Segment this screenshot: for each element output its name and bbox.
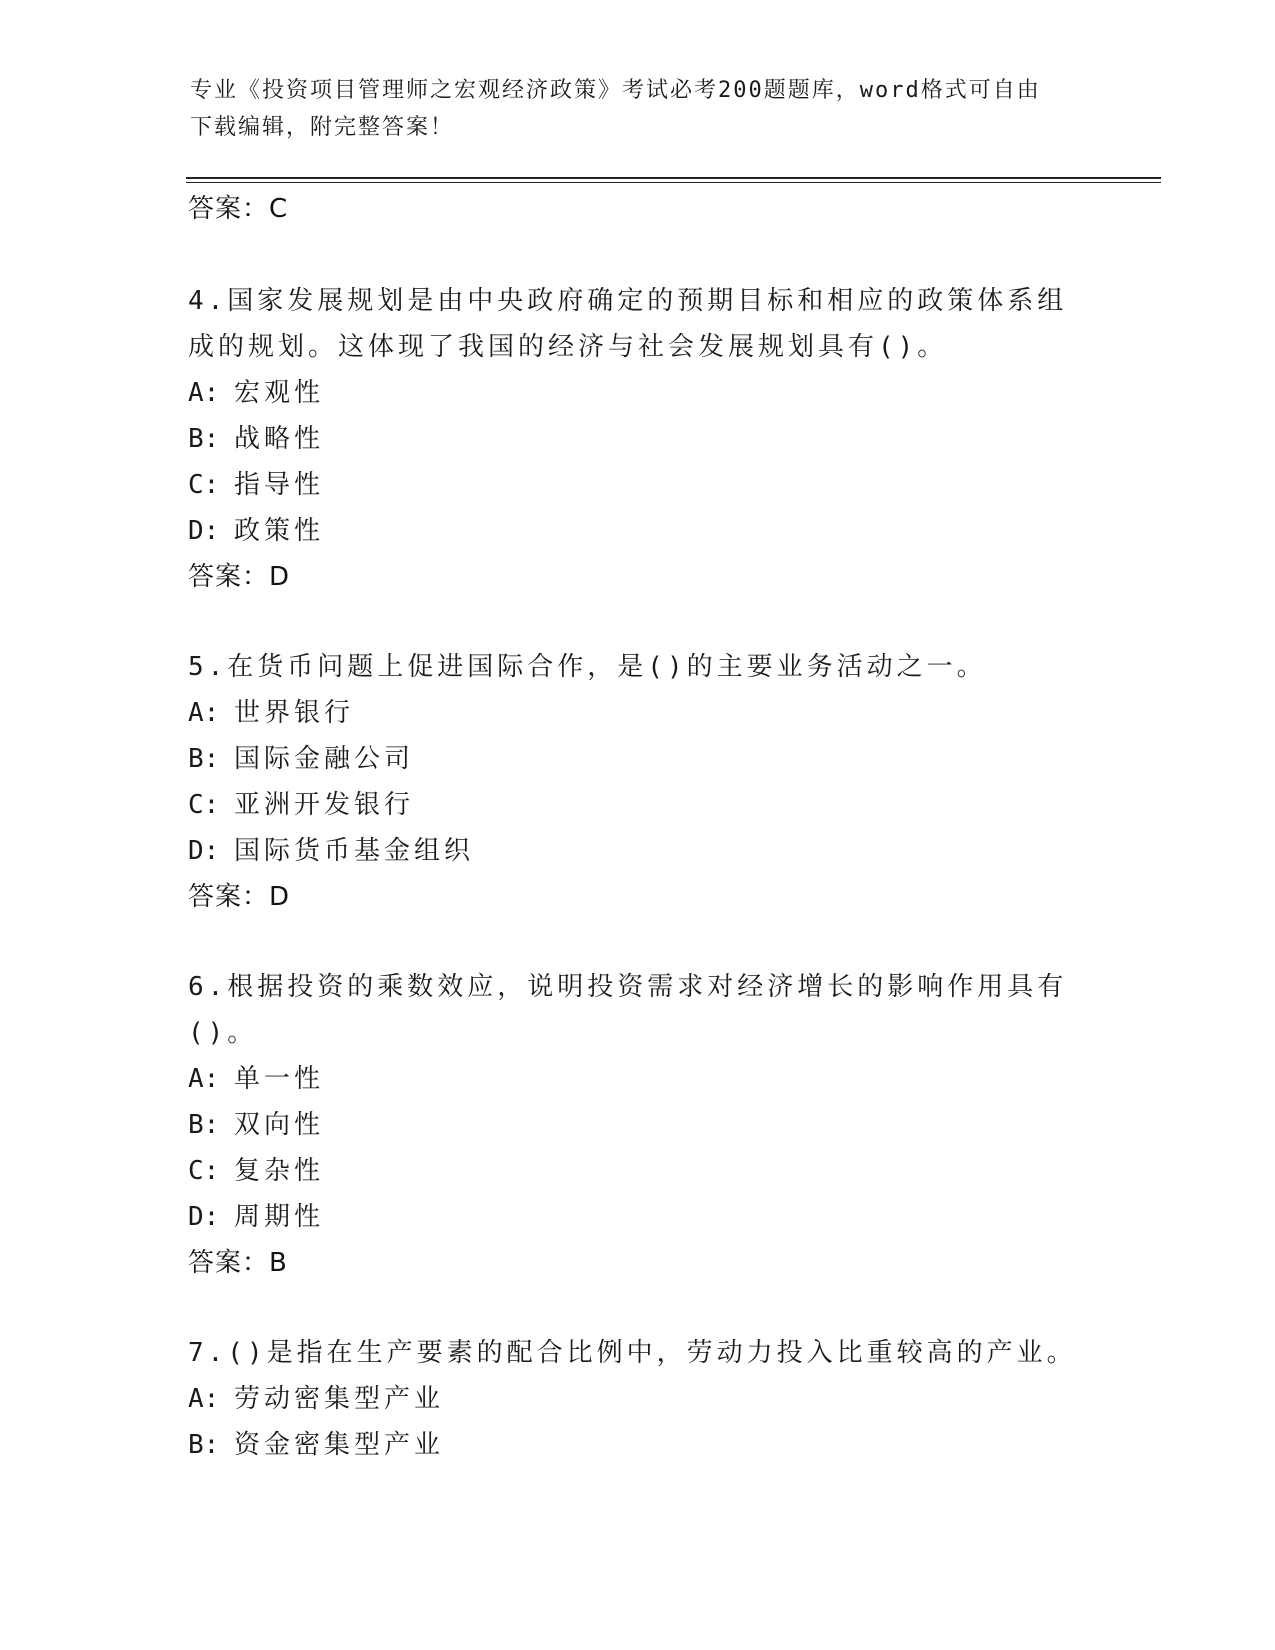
option-text: 复杂性 <box>234 1156 325 1186</box>
answer-line: 答案：C <box>188 194 289 224</box>
option-text: 政策性 <box>234 516 325 546</box>
option-key: B: <box>188 1110 220 1140</box>
header-line-2: 下载编辑，附完整答案！ <box>190 115 455 140</box>
option-b <box>188 1102 1088 1148</box>
option-text: 世界银行 <box>234 698 355 728</box>
question-stem: 4.国家发展规划是由中央政府确定的预期目标和相应的政策体系组成的规划。这体现了我国的经济与社会发展规划具有()。 <box>188 286 1068 362</box>
option-a <box>188 1056 1088 1102</box>
option-a <box>188 1376 1088 1422</box>
option-key: B: <box>188 1430 220 1460</box>
option-c <box>188 1148 1088 1194</box>
option-a <box>188 690 1088 736</box>
option-a <box>188 370 1088 416</box>
question-stem: 5.在货币问题上促进国际合作，是()的主要业务活动之一。 <box>188 652 987 682</box>
option-b <box>188 1422 1088 1468</box>
option-text: 劳动密集型产业 <box>234 1384 445 1414</box>
document-header <box>190 72 1090 146</box>
question-stem: 6.根据投资的乘数效应，说明投资需求对经济增长的影响作用具有()。 <box>188 972 1068 1048</box>
option-key: D: <box>188 836 220 866</box>
option-key: C: <box>188 790 220 820</box>
option-c <box>188 782 1088 828</box>
answer-line: 答案：D <box>188 882 291 912</box>
option-key: B: <box>188 744 220 774</box>
option-key: B: <box>188 424 220 454</box>
option-b <box>188 736 1088 782</box>
option-text: 宏观性 <box>234 378 325 408</box>
header-divider <box>186 177 1161 183</box>
question-item <box>188 1330 1088 1468</box>
option-d <box>188 1194 1088 1240</box>
option-key: C: <box>188 1156 220 1186</box>
option-text: 战略性 <box>234 424 325 454</box>
option-key: A: <box>188 698 220 728</box>
answer-line: 答案：B <box>188 1248 288 1278</box>
question-item <box>188 964 1088 1286</box>
option-text: 资金密集型产业 <box>234 1430 445 1460</box>
option-key: A: <box>188 378 220 408</box>
option-key: A: <box>188 1384 220 1414</box>
option-key: C: <box>188 470 220 500</box>
option-text: 周期性 <box>234 1202 325 1232</box>
option-text: 双向性 <box>234 1110 325 1140</box>
header-line-1: 专业《投资项目管理师之宏观经济政策》考试必考200题题库，word格式可自由 <box>190 78 1041 103</box>
option-key: A: <box>188 1064 220 1094</box>
option-text: 单一性 <box>234 1064 325 1094</box>
option-key: D: <box>188 1202 220 1232</box>
question-item <box>188 278 1088 600</box>
option-d <box>188 828 1088 874</box>
option-text: 国际货币基金组织 <box>234 836 475 866</box>
option-b <box>188 416 1088 462</box>
option-key: D: <box>188 516 220 546</box>
question-list <box>188 186 1088 1512</box>
answer-line: 答案：D <box>188 562 291 592</box>
option-text: 国际金融公司 <box>234 744 415 774</box>
option-text: 亚洲开发银行 <box>234 790 415 820</box>
option-d <box>188 508 1088 554</box>
option-text: 指导性 <box>234 470 325 500</box>
option-c <box>188 462 1088 508</box>
question-stem: 7.()是指在生产要素的配合比例中，劳动力投入比重较高的产业。 <box>188 1338 1077 1368</box>
question-item <box>188 644 1088 920</box>
